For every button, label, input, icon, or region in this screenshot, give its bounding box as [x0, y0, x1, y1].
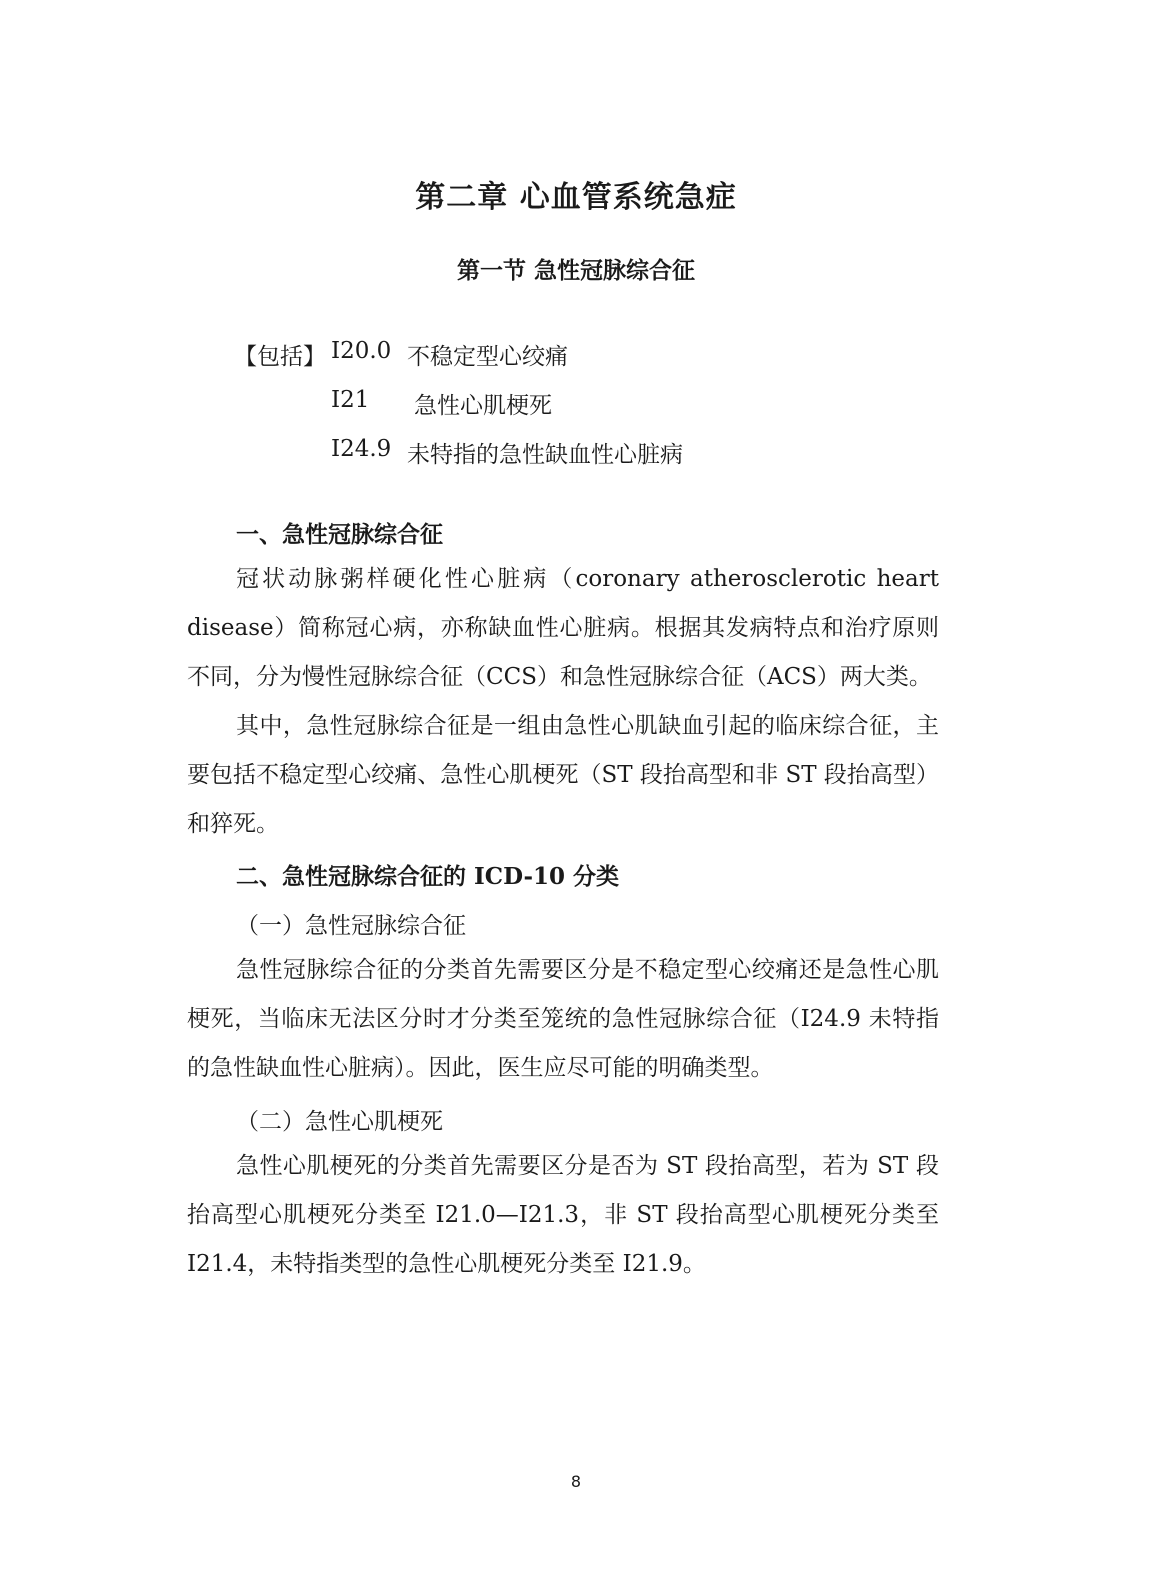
includes-code: I20.0 [331, 338, 392, 364]
section-title: 第一节 急性冠脉综合征 [456, 257, 695, 284]
includes-desc: 不稳定型心绞痛 [407, 344, 568, 370]
body-paragraph: 冠状动脉粥样硬化性心脏病（coronary atherosclerotic heart disease）简称冠心病，亦称缺血性心脏病。根据其发病特点和治疗原则不同，分为慢性冠脉综合征（CCS）和急性冠脉综合征（ACS）两大类。 [187, 566, 939, 690]
body-paragraph: 急性冠脉综合征的分类首先需要区分是不稳定型心绞痛还是急性心肌梗死，当临床无法区分时才分类至笼统的急性冠脉综合征（I24.9 未特指的急性缺血性心脏病）。因此，医生应尽可能的明确类型。 [187, 957, 939, 1081]
includes-code: I24.9 [331, 436, 392, 462]
includes-desc: 未特指的急性缺血性心脏病 [407, 442, 683, 468]
includes-desc: 急性心肌梗死 [414, 393, 552, 419]
subsection-heading: （二）急性心肌梗死 [236, 1109, 443, 1135]
subsection-heading: （一）急性冠脉综合征 [236, 913, 466, 939]
section-heading: 二、急性冠脉综合征的 ICD-10 分类 [236, 863, 620, 890]
page-number: 8 [570, 1472, 582, 1491]
includes-code: I21 [331, 387, 370, 413]
includes-label: 【包括】 [234, 344, 326, 370]
chapter-title: 第二章 心血管系统急症 [415, 180, 737, 215]
body-paragraph: 急性心肌梗死的分类首先需要区分是否为 ST 段抬高型，若为 ST 段抬高型心肌梗死分类至 I21.0—I21.3，非 ST 段抬高型心肌梗死分类至 I21.4，未特指类型的急性心肌梗死分类至 I21.9。 [187, 1153, 939, 1277]
body-paragraph: 其中，急性冠脉综合征是一组由急性心肌缺血引起的临床综合征，主要包括不稳定型心绞痛、急性心肌梗死（ST 段抬高型和非 ST 段抬高型）和猝死。 [187, 713, 939, 837]
section-heading: 一、急性冠脉综合征 [236, 521, 443, 548]
